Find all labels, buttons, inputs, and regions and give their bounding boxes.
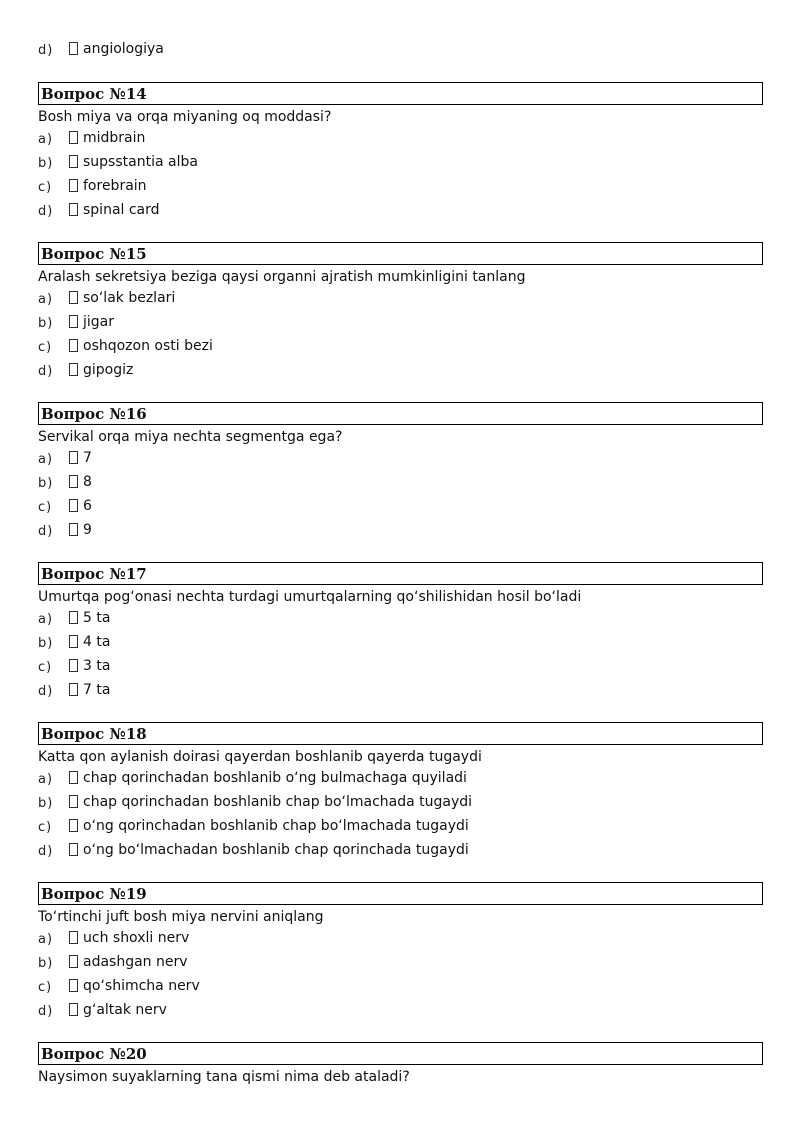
option-label: c) — [38, 340, 53, 355]
option-row[interactable] — [38, 38, 164, 60]
option-row[interactable] — [38, 607, 111, 629]
option-text: 6 — [83, 498, 92, 514]
option-row[interactable] — [38, 151, 198, 173]
option-text: supsstantia alba — [83, 154, 198, 170]
checkbox-icon[interactable] — [69, 131, 78, 144]
option-text: oshqozon osti bezi — [83, 338, 213, 354]
checkbox-icon[interactable] — [69, 1003, 78, 1016]
option-text: chap qorinchadan boshlanib o‘ng bulmachaga quyiladi — [83, 770, 467, 786]
option-label: a) — [38, 932, 54, 947]
option-text: o‘ng bo‘lmachadan boshlanib chap qorinchada tugaydi — [83, 842, 469, 858]
checkbox-icon[interactable] — [69, 771, 78, 784]
question-title: Вопрос №19 — [41, 885, 147, 903]
question-text: Aralash sekretsiya beziga qaysi organni ajratish mumkinligini tanlang — [38, 269, 526, 285]
checkbox-icon[interactable] — [69, 451, 78, 464]
option-text: gipogiz — [83, 362, 134, 378]
option-row[interactable] — [38, 311, 115, 333]
option-row[interactable] — [38, 999, 167, 1021]
option-label: d) — [38, 364, 54, 379]
checkbox-icon[interactable] — [69, 155, 78, 168]
question-title: Вопрос №14 — [41, 85, 147, 103]
checkbox-icon[interactable] — [69, 499, 78, 512]
checkbox-icon[interactable] — [69, 291, 78, 304]
checkbox-icon[interactable] — [69, 179, 78, 192]
option-text: midbrain — [83, 130, 146, 146]
question-header — [38, 402, 763, 425]
checkbox-icon[interactable] — [69, 659, 78, 672]
question-title: Вопрос №20 — [41, 1045, 147, 1063]
option-text: 9 — [83, 522, 92, 538]
option-row[interactable] — [38, 335, 213, 357]
option-label: d) — [38, 684, 54, 699]
option-text: so‘lak bezlari — [83, 290, 176, 306]
question-title: Вопрос №15 — [41, 245, 147, 263]
option-text: g‘altak nerv — [83, 1002, 167, 1018]
checkbox-icon[interactable] — [69, 339, 78, 352]
option-label: b) — [38, 956, 54, 971]
question-text: Bosh miya va orqa miyaning oq moddasi? — [38, 109, 332, 125]
checkbox-icon[interactable] — [69, 363, 78, 376]
option-label: c) — [38, 500, 53, 515]
option-row[interactable] — [38, 127, 146, 149]
question-header — [38, 82, 763, 105]
option-label: c) — [38, 180, 53, 195]
question-text: Servikal orqa miya nechta segmentga ega? — [38, 429, 343, 445]
option-label: b) — [38, 316, 54, 331]
option-row[interactable] — [38, 927, 190, 949]
option-row[interactable] — [38, 287, 176, 309]
option-row[interactable] — [38, 471, 92, 493]
question-header — [38, 242, 763, 265]
option-text: adashgan nerv — [83, 954, 188, 970]
option-row[interactable] — [38, 447, 92, 469]
question-title: Вопрос №16 — [41, 405, 147, 423]
option-row[interactable] — [38, 655, 111, 677]
question-title: Вопрос №18 — [41, 725, 147, 743]
option-label: d) — [38, 1004, 54, 1019]
option-label: d) — [38, 43, 54, 58]
option-label: b) — [38, 156, 54, 171]
question-text: Katta qon aylanish doirasi qayerdan boshlanib qayerda tugaydi — [38, 749, 482, 765]
question-header — [38, 1042, 763, 1065]
option-label: a) — [38, 292, 54, 307]
option-label: d) — [38, 524, 54, 539]
option-row[interactable] — [38, 975, 200, 997]
question-header — [38, 882, 763, 905]
option-label: a) — [38, 772, 54, 787]
option-text: 8 — [83, 474, 92, 490]
checkbox-icon[interactable] — [69, 475, 78, 488]
option-row[interactable] — [38, 679, 111, 701]
option-label: d) — [38, 204, 54, 219]
option-text: o‘ng qorinchadan boshlanib chap bo‘lmachada tugaydi — [83, 818, 469, 834]
option-text: chap qorinchadan boshlanib chap bo‘lmachada tugaydi — [83, 794, 473, 810]
option-label: a) — [38, 132, 54, 147]
option-label: a) — [38, 452, 54, 467]
question-header — [38, 722, 763, 745]
option-text: 7 ta — [83, 682, 111, 698]
option-label: d) — [38, 844, 54, 859]
checkbox-icon[interactable] — [69, 843, 78, 856]
question-header — [38, 562, 763, 585]
option-text: jigar — [83, 314, 115, 330]
checkbox-icon[interactable] — [69, 635, 78, 648]
question-text: Umurtqa pog‘onasi nechta turdagi umurtqalarning qo‘shilishidan hosil bo‘ladi — [38, 589, 582, 605]
option-row[interactable] — [38, 359, 134, 381]
option-label: c) — [38, 660, 53, 675]
option-label: b) — [38, 476, 54, 491]
checkbox-icon[interactable] — [69, 315, 78, 328]
option-text: spinal card — [83, 202, 160, 218]
option-label: c) — [38, 820, 53, 835]
option-row[interactable] — [38, 199, 160, 221]
question-text: To‘rtinchi juft bosh miya nervini aniqlang — [38, 909, 324, 925]
option-row[interactable] — [38, 791, 473, 813]
option-text: uch shoxli nerv — [83, 930, 190, 946]
checkbox-icon[interactable] — [69, 955, 78, 968]
option-row[interactable] — [38, 519, 92, 541]
option-row[interactable] — [38, 815, 469, 837]
option-label: b) — [38, 796, 54, 811]
option-text: forebrain — [83, 178, 147, 194]
checkbox-icon[interactable] — [69, 795, 78, 808]
option-label: c) — [38, 980, 53, 995]
question-title: Вопрос №17 — [41, 565, 147, 583]
checkbox-icon[interactable] — [69, 931, 78, 944]
checkbox-icon[interactable] — [69, 819, 78, 832]
option-row[interactable] — [38, 631, 111, 653]
checkbox-icon[interactable] — [69, 203, 78, 216]
option-text: angiologiya — [83, 41, 164, 57]
question-text: Naysimon suyaklarning tana qismi nima deb ataladi? — [38, 1069, 410, 1085]
checkbox-icon[interactable] — [69, 979, 78, 992]
checkbox-icon[interactable] — [69, 42, 78, 55]
option-text: 5 ta — [83, 610, 111, 626]
option-text: 3 ta — [83, 658, 111, 674]
checkbox-icon[interactable] — [69, 683, 78, 696]
option-row[interactable] — [38, 495, 92, 517]
option-label: a) — [38, 612, 54, 627]
option-row[interactable] — [38, 175, 147, 197]
checkbox-icon[interactable] — [69, 523, 78, 536]
option-label: b) — [38, 636, 54, 651]
checkbox-icon[interactable] — [69, 611, 78, 624]
option-text: 7 — [83, 450, 92, 466]
option-row[interactable] — [38, 839, 469, 861]
option-text: qo‘shimcha nerv — [83, 978, 200, 994]
option-row[interactable] — [38, 951, 188, 973]
option-text: 4 ta — [83, 634, 111, 650]
option-row[interactable] — [38, 767, 467, 789]
